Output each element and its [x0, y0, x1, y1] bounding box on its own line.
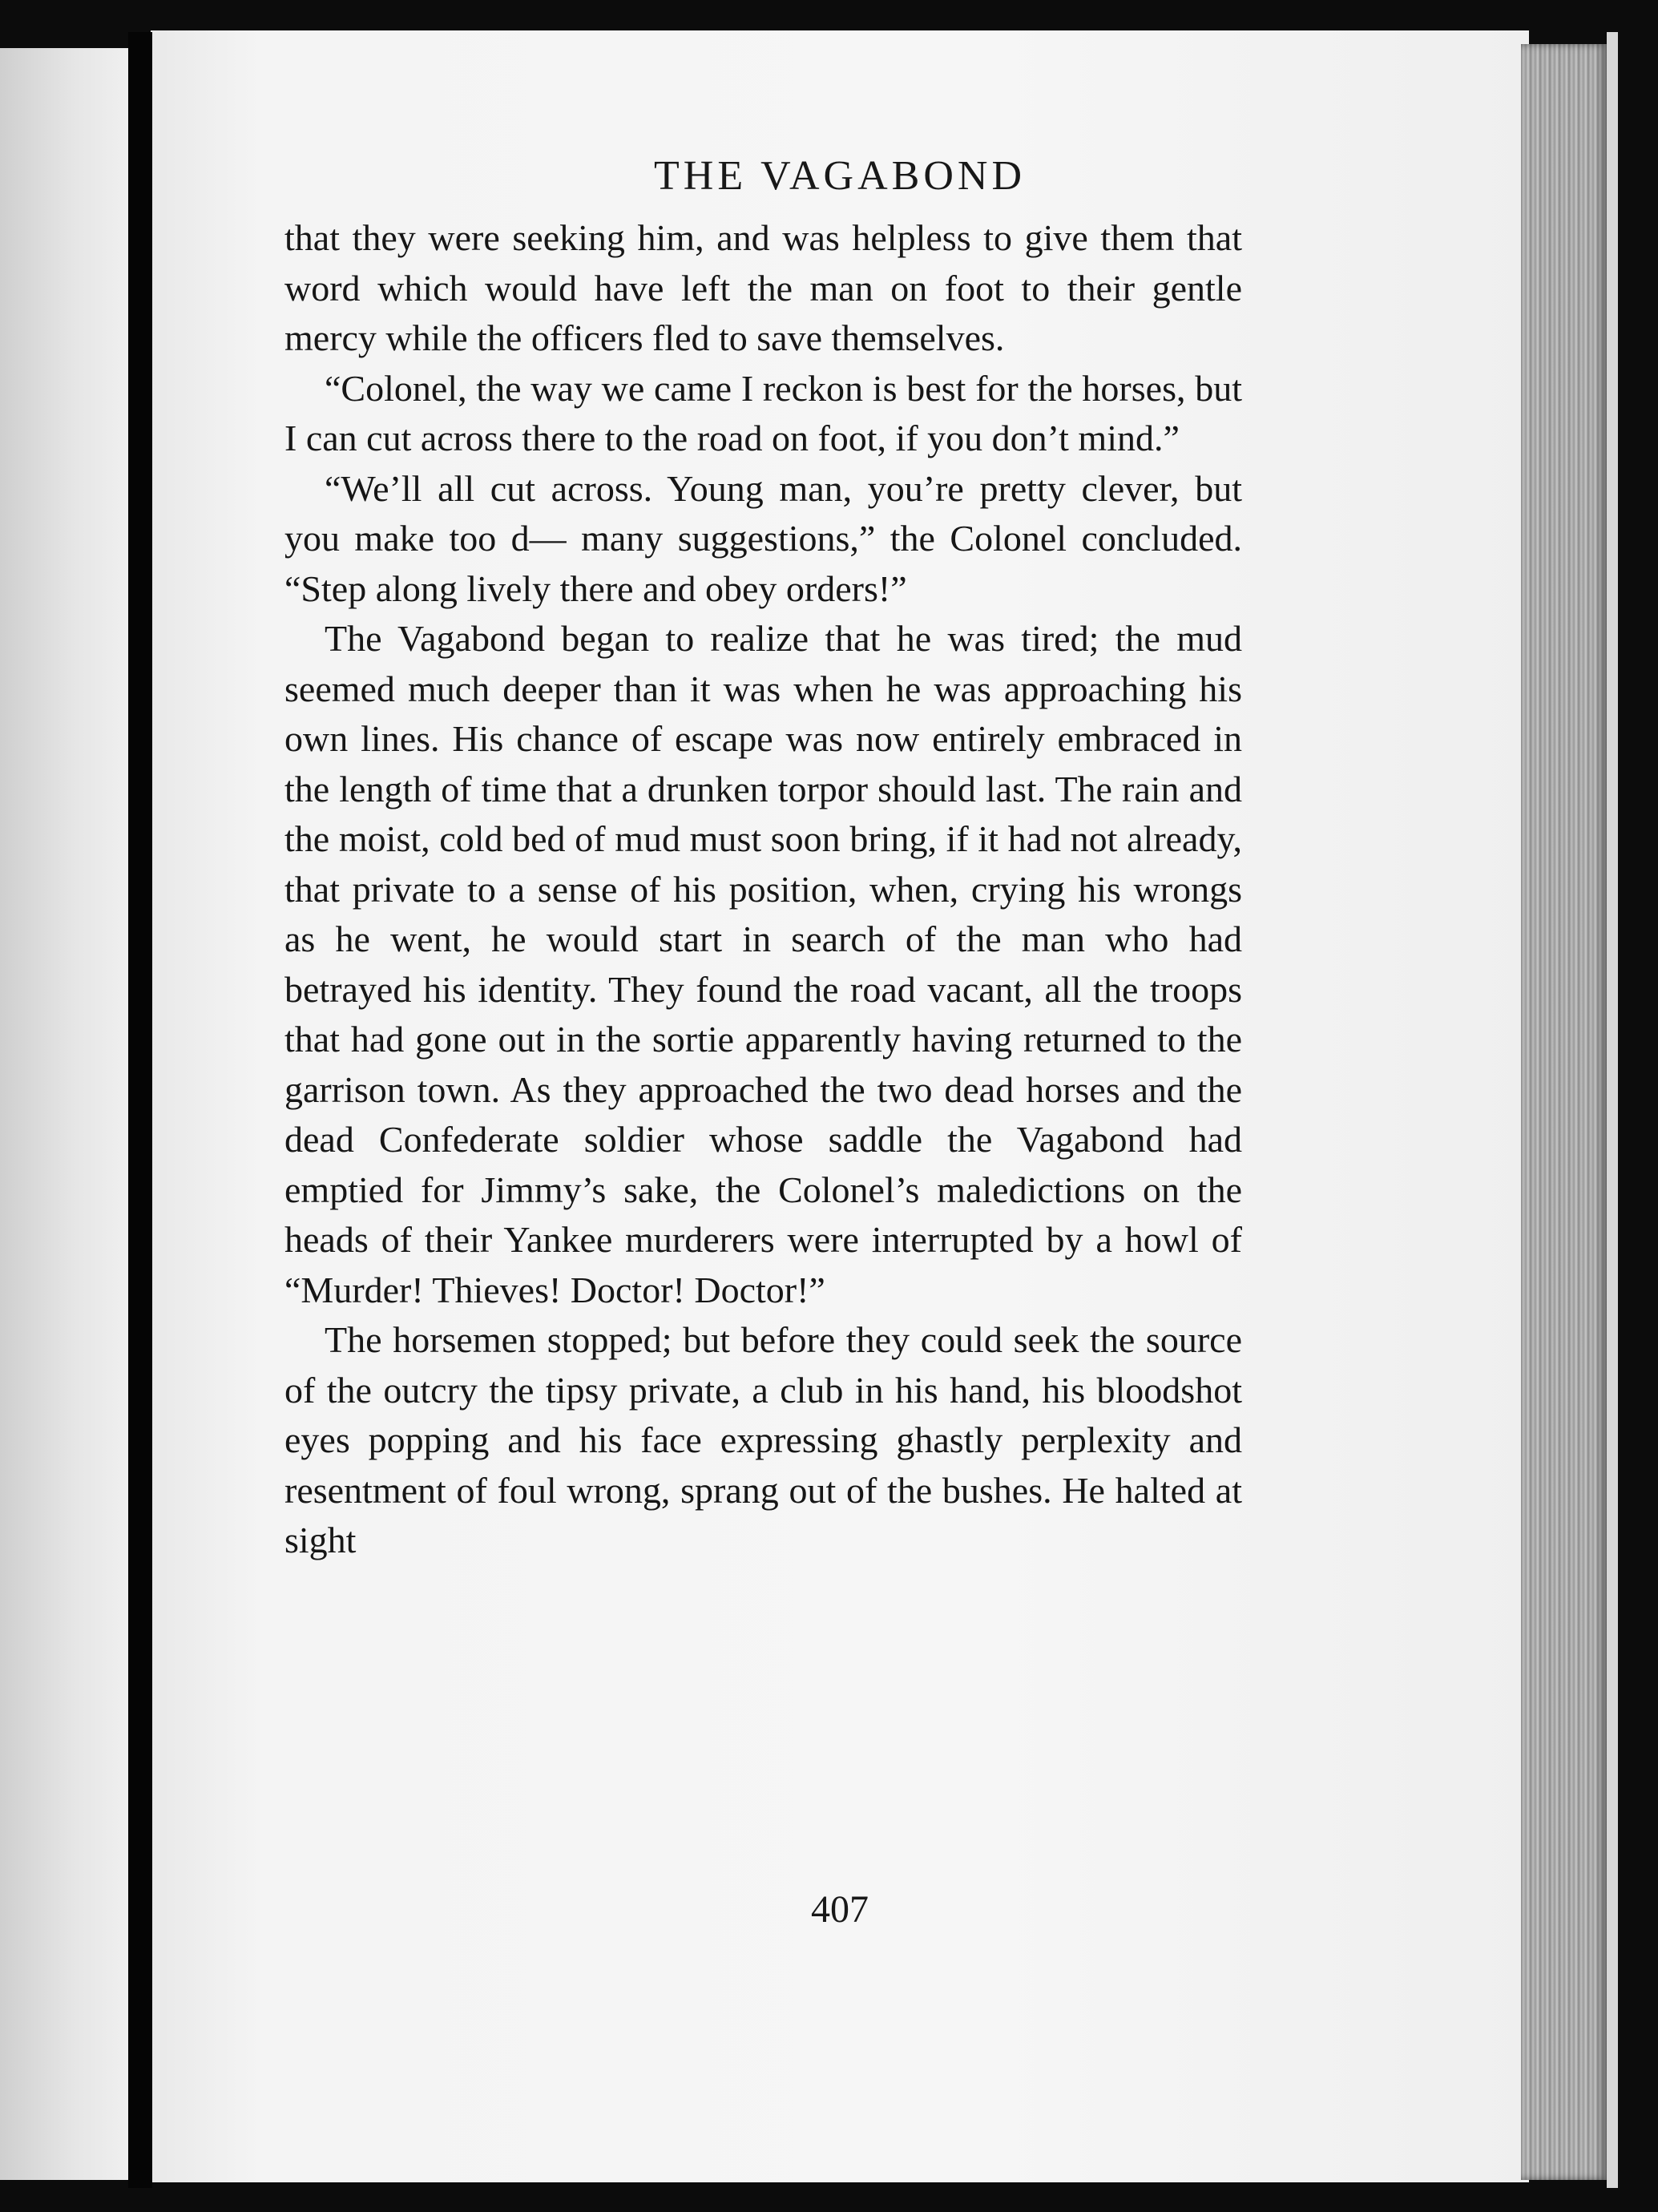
paragraph: The horsemen stopped; but before they could seek the source of the outcry the tipsy private, a club in his hand, his bloodshot eyes popping and his face expressing ghastly perplexity and resentment of foul wrong, sprang out of the bushes. He halted at sight	[284, 1319, 1242, 1560]
facing-page-edge	[0, 48, 138, 2180]
paragraph: “Colonel, the way we came I reckon is best for the horses, but I can cut across there to the road on foot, if you don’t mind.”	[284, 367, 1242, 458]
page-block-edges	[1521, 44, 1609, 2180]
cover-edge	[1607, 32, 1618, 2188]
book-gutter	[128, 32, 152, 2188]
body-text	[284, 213, 1242, 1566]
paragraph: “We’ll all cut across. Young man, you’re pretty clever, but you make too d— many suggestions,” the Colonel concluded. “Step along lively there and obey orders!”	[284, 467, 1242, 609]
running-head: THE VAGABOND	[654, 153, 1026, 199]
paragraph-continued: that they were seeking him, and was helpless to give them that word which would have left the man on foot to their gentle mercy while the officers fled to save themselves.	[284, 217, 1242, 358]
page-number: 407	[811, 1888, 869, 1931]
paragraph: The Vagabond began to realize that he was tired; the mud seemed much deeper than it was when he was approaching his own lines. His chance of escape was now entirely embraced in the length of time that a drunken torpor should last. The rain and the moist, cold bed of mud must soon bring, if it had not already, that private to a sense of his position, when, crying his wrongs as he went, he would start in search of the man who had betrayed his identity. They found the road vacant, all the troops that had gone out in the sortie apparently having returned to the garrison town. As they approached the two dead horses and the dead Confederate soldier whose saddle the Vagabond had emptied for Jimmy’s sake, the Colonel’s maledictions on the heads of their Yankee murderers were interrupted by a howl of “Murder! Thieves! Doctor! Doctor!”	[284, 618, 1242, 1310]
